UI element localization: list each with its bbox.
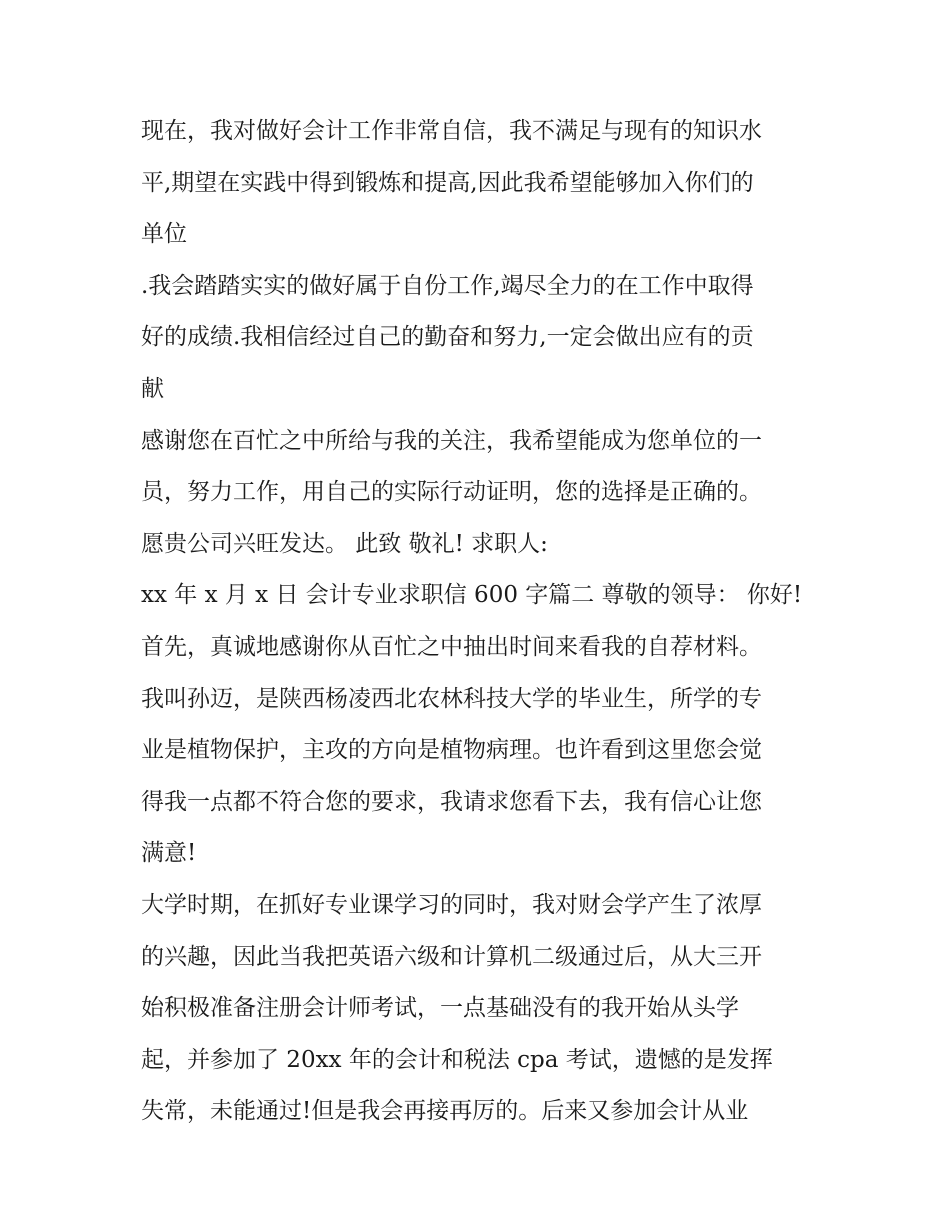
text-line: .我会踏踏实实的做好属于自份工作,竭尽全力的在工作中取得: [141, 272, 754, 299]
text-line: 失常，未能通过!但是我会再接再厉的。后来又参加会计从业: [141, 1098, 749, 1125]
text-line: 献: [141, 375, 164, 402]
text-line: 单位: [141, 221, 187, 248]
text-line: 首先，真诚地感谢你从百忙之中抽出时间来看我的自荐材料。: [141, 633, 762, 660]
text-line: 起，并参加了 20xx 年的会计和税法 cpa 考试，遗憾的是发挥: [141, 1046, 773, 1073]
text-line: 感谢您在百忙之中所给与我的关注，我希望能成为您单位的一: [141, 427, 762, 454]
text-line: 业是植物保护，主攻的方向是植物病理。也许看到这里您会觉: [141, 737, 762, 764]
text-line: 始积极准备注册会计师考试，一点基础没有的我开始从头学: [141, 995, 739, 1022]
text-line: 我叫孙迈，是陕西杨凌西北农林科技大学的毕业生，所学的专: [141, 685, 762, 712]
text-line: 平,期望在实践中得到锻炼和提高,因此我希望能够加入你们的: [141, 169, 754, 196]
text-line: 的兴趣，因此当我把英语六级和计算机二级通过后，从大三开: [141, 943, 762, 970]
text-line: 现在，我对做好会计工作非常自信，我不满足与现有的知识水: [141, 118, 762, 144]
text-line: 愿贵公司兴旺发达。 此致 敬礼! 求职人:: [141, 530, 548, 557]
text-line: 大学时期，在抓好专业课学习的同时，我对财会学产生了浓厚: [141, 891, 762, 918]
text-line: 满意!: [141, 840, 197, 867]
text-line: 好的成绩.我相信经过自己的勤奋和努力,一定会做出应有的贡: [141, 324, 754, 351]
text-line: 员，努力工作，用自己的实际行动证明，您的选择是正确的。: [141, 479, 762, 506]
document-body: [141, 106, 821, 1138]
text-line: xx 年 x 月 x 日 会计专业求职信 600 字篇二 尊敬的领导： 你好!: [141, 582, 803, 609]
text-line: 得我一点都不符合您的要求，我请求您看下去，我有信心让您: [141, 788, 762, 815]
